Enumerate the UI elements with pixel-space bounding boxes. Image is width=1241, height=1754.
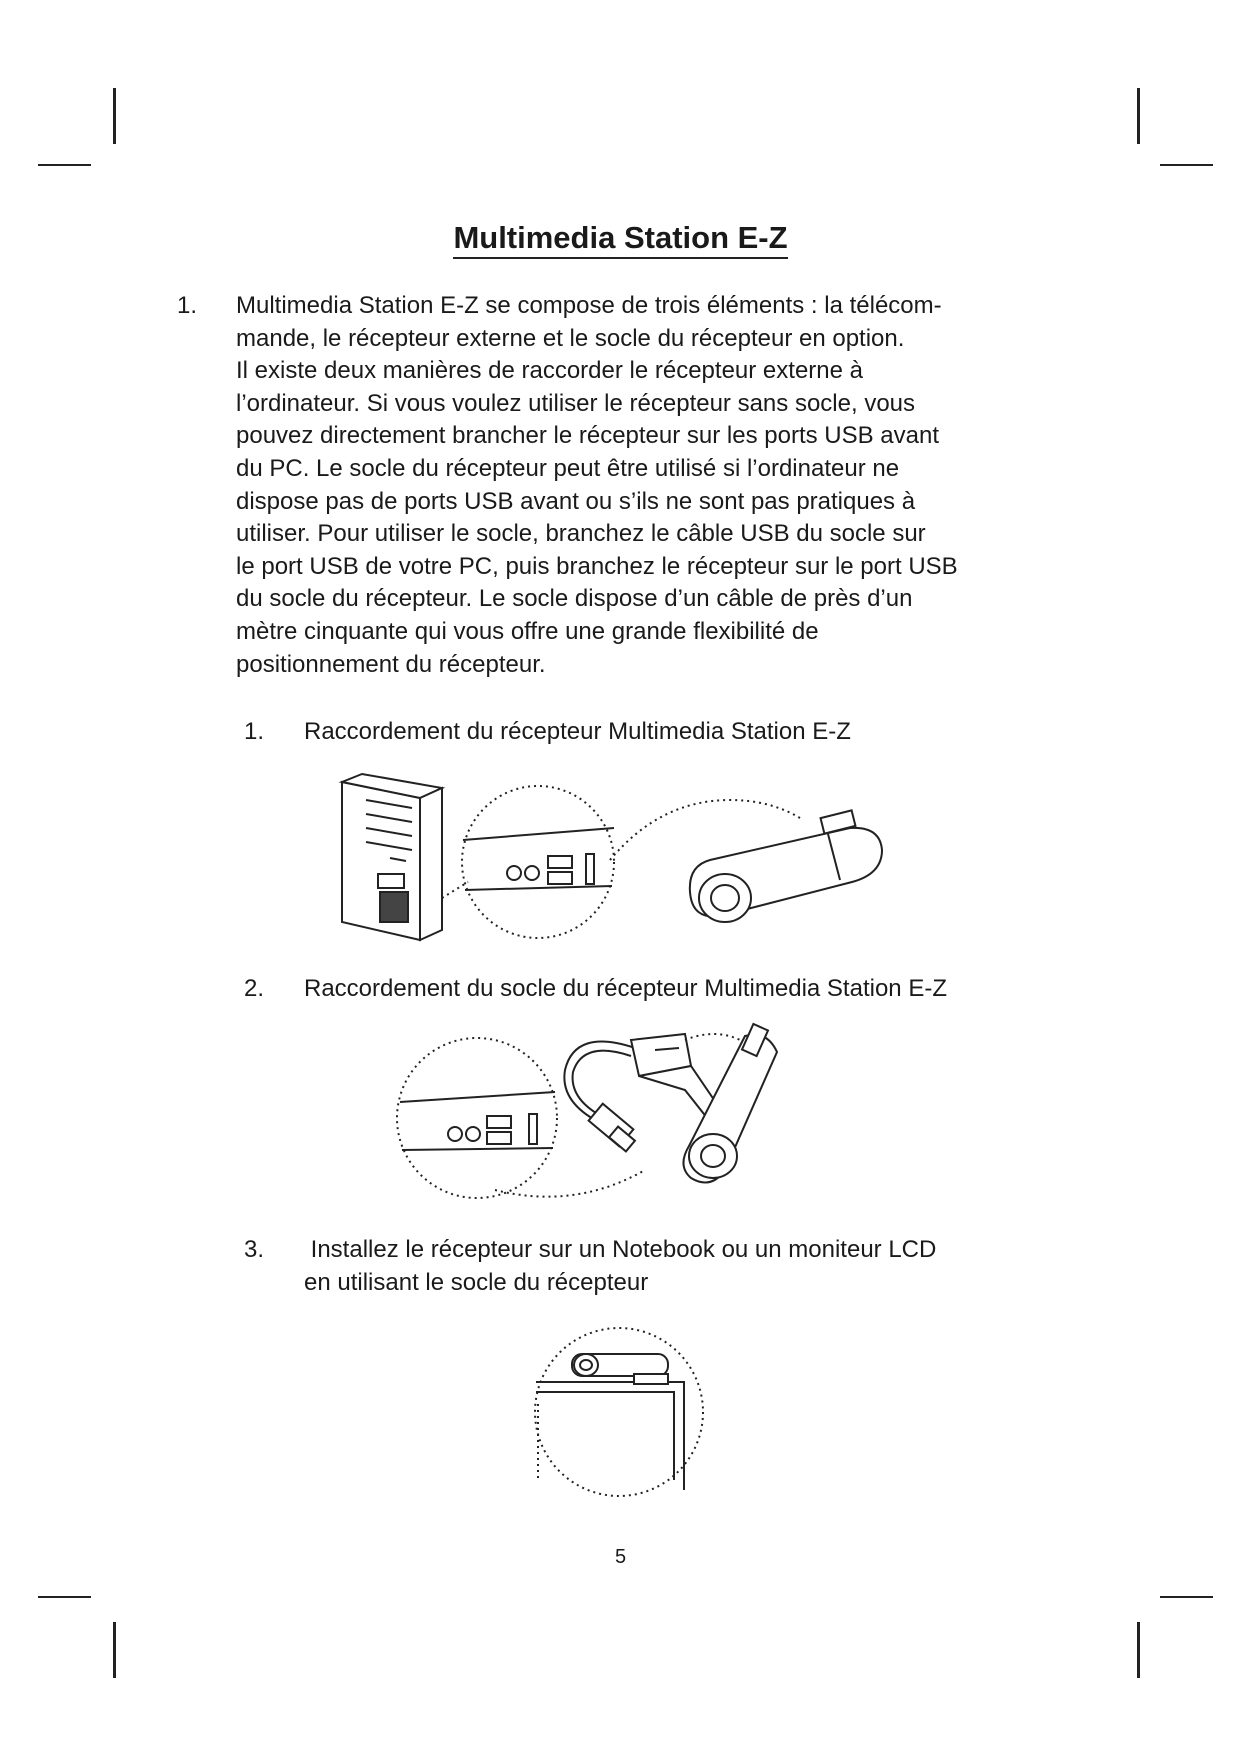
text-line: mande, le récepteur externe et le socle du récepteur en option. [236, 324, 905, 352]
step-1-number: 1. [244, 718, 265, 745]
crop-mark [113, 88, 116, 144]
page-number: 5 [614, 1546, 627, 1568]
page-title: Multimedia Station E-Z [0, 220, 1241, 256]
text-line: mètre cinquante qui vous offre une grande flexibilité de [236, 617, 819, 645]
crop-mark [1137, 88, 1140, 144]
text-line: Installez le récepteur sur un Notebook ou un moniteur LCD [304, 1236, 937, 1263]
step-3-text [304, 1233, 1084, 1299]
main-item-number: 1. [177, 292, 198, 319]
usb-cable-icon [564, 1042, 635, 1152]
crop-mark [113, 1622, 116, 1678]
text-line: le port USB de votre PC, puis branchez le récepteur sur le port USB [236, 552, 958, 580]
step-3-number: 3. [244, 1236, 265, 1263]
text-line: utiliser. Pour utiliser le socle, branchez le câble USB du socle sur [236, 520, 926, 548]
receiver-stand-connection-figure [395, 1020, 865, 1205]
monitor-icon [536, 1382, 684, 1490]
text-line: Il existe deux manières de raccorder le récepteur externe à [236, 357, 863, 385]
text-line: pouvez directement brancher le récepteur sur les ports USB avant [236, 422, 940, 450]
crop-mark [1137, 1622, 1140, 1678]
crop-mark [38, 1596, 91, 1598]
pc-tower-icon [342, 774, 442, 940]
text-line: en utilisant le socle du récepteur [304, 1269, 649, 1296]
receiver-icon [690, 810, 882, 922]
text-line: l’ordinateur. Si vous voulez utiliser le récepteur sans socle, vous [236, 389, 916, 417]
text-line: Multimedia Station E-Z se compose de trois éléments : la télécom- [236, 292, 942, 319]
text-line: positionnement du récepteur. [236, 650, 546, 678]
text-line: du PC. Le socle du récepteur peut être utilisé si l’ordinateur ne [236, 454, 900, 482]
text-line: dispose pas de ports USB avant ou s’ils ne sont pas pratiques à [236, 487, 916, 515]
receiver-connection-figure [330, 770, 960, 960]
step-2-text: Raccordement du socle du récepteur Multimedia Station E-Z [304, 975, 947, 1002]
text-line: du socle du récepteur. Le socle dispose d’un câble de près d’un [236, 585, 913, 613]
main-item-text [236, 290, 1086, 681]
notebook-installation-figure [524, 1320, 714, 1505]
crop-mark [1160, 1596, 1213, 1598]
usb-ports-zoom-icon [397, 1038, 557, 1198]
step-2-number: 2. [244, 975, 265, 1002]
crop-mark [38, 164, 91, 166]
step-1-text: Raccordement du récepteur Multimedia Station E-Z [304, 718, 851, 745]
crop-mark [1160, 164, 1213, 166]
usb-ports-zoom-icon [462, 786, 614, 938]
receiver-icon [572, 1354, 668, 1384]
